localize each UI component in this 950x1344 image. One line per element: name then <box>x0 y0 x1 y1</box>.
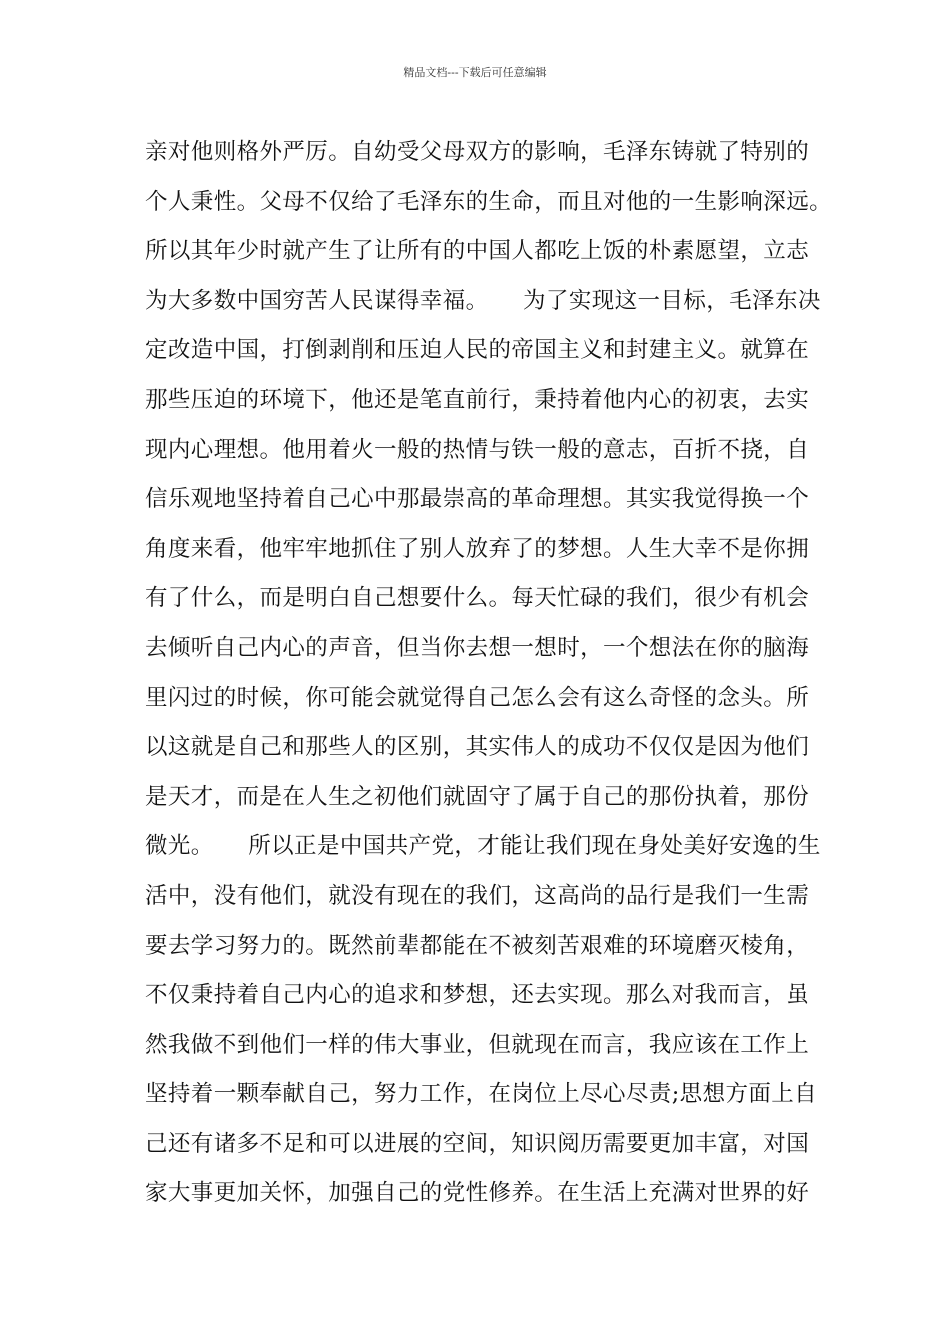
text-line: 家大事更加关怀，加强自己的党性修养。在生活上充满对世界的好 <box>145 1180 810 1207</box>
text-line: 微光。 所以正是中国共产党，才能让我们现在身处美好安逸的生 <box>145 833 821 860</box>
text-line: 己还有诸多不足和可以进展的空间，知识阅历需要更加丰富，对国 <box>145 1130 810 1157</box>
text-line: 要去学习努力的。既然前辈都能在不被刻苦艰难的环境磨灭棱角， <box>145 932 810 959</box>
text-line: 个人秉性。父母不仅给了毛泽东的生命，而且对他的一生影响深远。 <box>145 188 833 215</box>
text-line: 有了什么，而是明白自己想要什么。每天忙碌的我们，很少有机会 <box>145 585 810 612</box>
text-line: 然我做不到他们一样的伟大事业，但就现在而言，我应该在工作上 <box>145 1031 810 1058</box>
text-line: 活中，没有他们，就没有现在的我们，这高尚的品行是我们一生需 <box>145 882 810 909</box>
text-line: 定改造中国，打倒剥削和压迫人民的帝国主义和封建主义。就算在 <box>145 337 810 364</box>
text-line: 以这就是自己和那些人的区别，其实伟人的成功不仅仅是因为他们 <box>145 734 810 761</box>
text-line: 去倾听自己内心的声音，但当你去想一想时，一个想法在你的脑海 <box>145 634 810 661</box>
text-line: 是天才，而是在人生之初他们就固守了属于自己的那份执着，那份 <box>145 783 810 810</box>
text-line: 角度来看，他牢牢地抓住了别人放弃了的梦想。人生大幸不是你拥 <box>145 535 810 562</box>
page-header: 精品文档---下载后可任意编辑 <box>403 66 547 79</box>
text-line: 坚持着一颗奉献自己，努力工作，在岗位上尽心尽责;思想方面上自 <box>145 1081 818 1108</box>
text-line: 所以其年少时就产生了让所有的中国人都吃上饭的朴素愿望，立志 <box>145 238 810 265</box>
text-line: 不仅秉持着自己内心的追求和梦想，还去实现。那么对我而言，虽 <box>145 982 810 1009</box>
text-line: 为大多数中国穷苦人民谋得幸福。 为了实现这一目标，毛泽东决 <box>145 287 821 314</box>
text-line: 信乐观地坚持着自己心中那最崇高的革命理想。其实我觉得换一个 <box>145 486 810 513</box>
body-text <box>145 128 833 1219</box>
text-line: 那些压迫的环境下，他还是笔直前行，秉持着他内心的初衷，去实 <box>145 386 810 413</box>
text-line: 里闪过的时候，你可能会就觉得自己怎么会有这么奇怪的念头。所 <box>145 684 810 711</box>
text-line: 现内心理想。他用着火一般的热情与铁一般的意志，百折不挠，自 <box>145 436 810 463</box>
text-line: 亲对他则格外严厉。自幼受父母双方的影响，毛泽东铸就了特别的 <box>145 139 810 165</box>
